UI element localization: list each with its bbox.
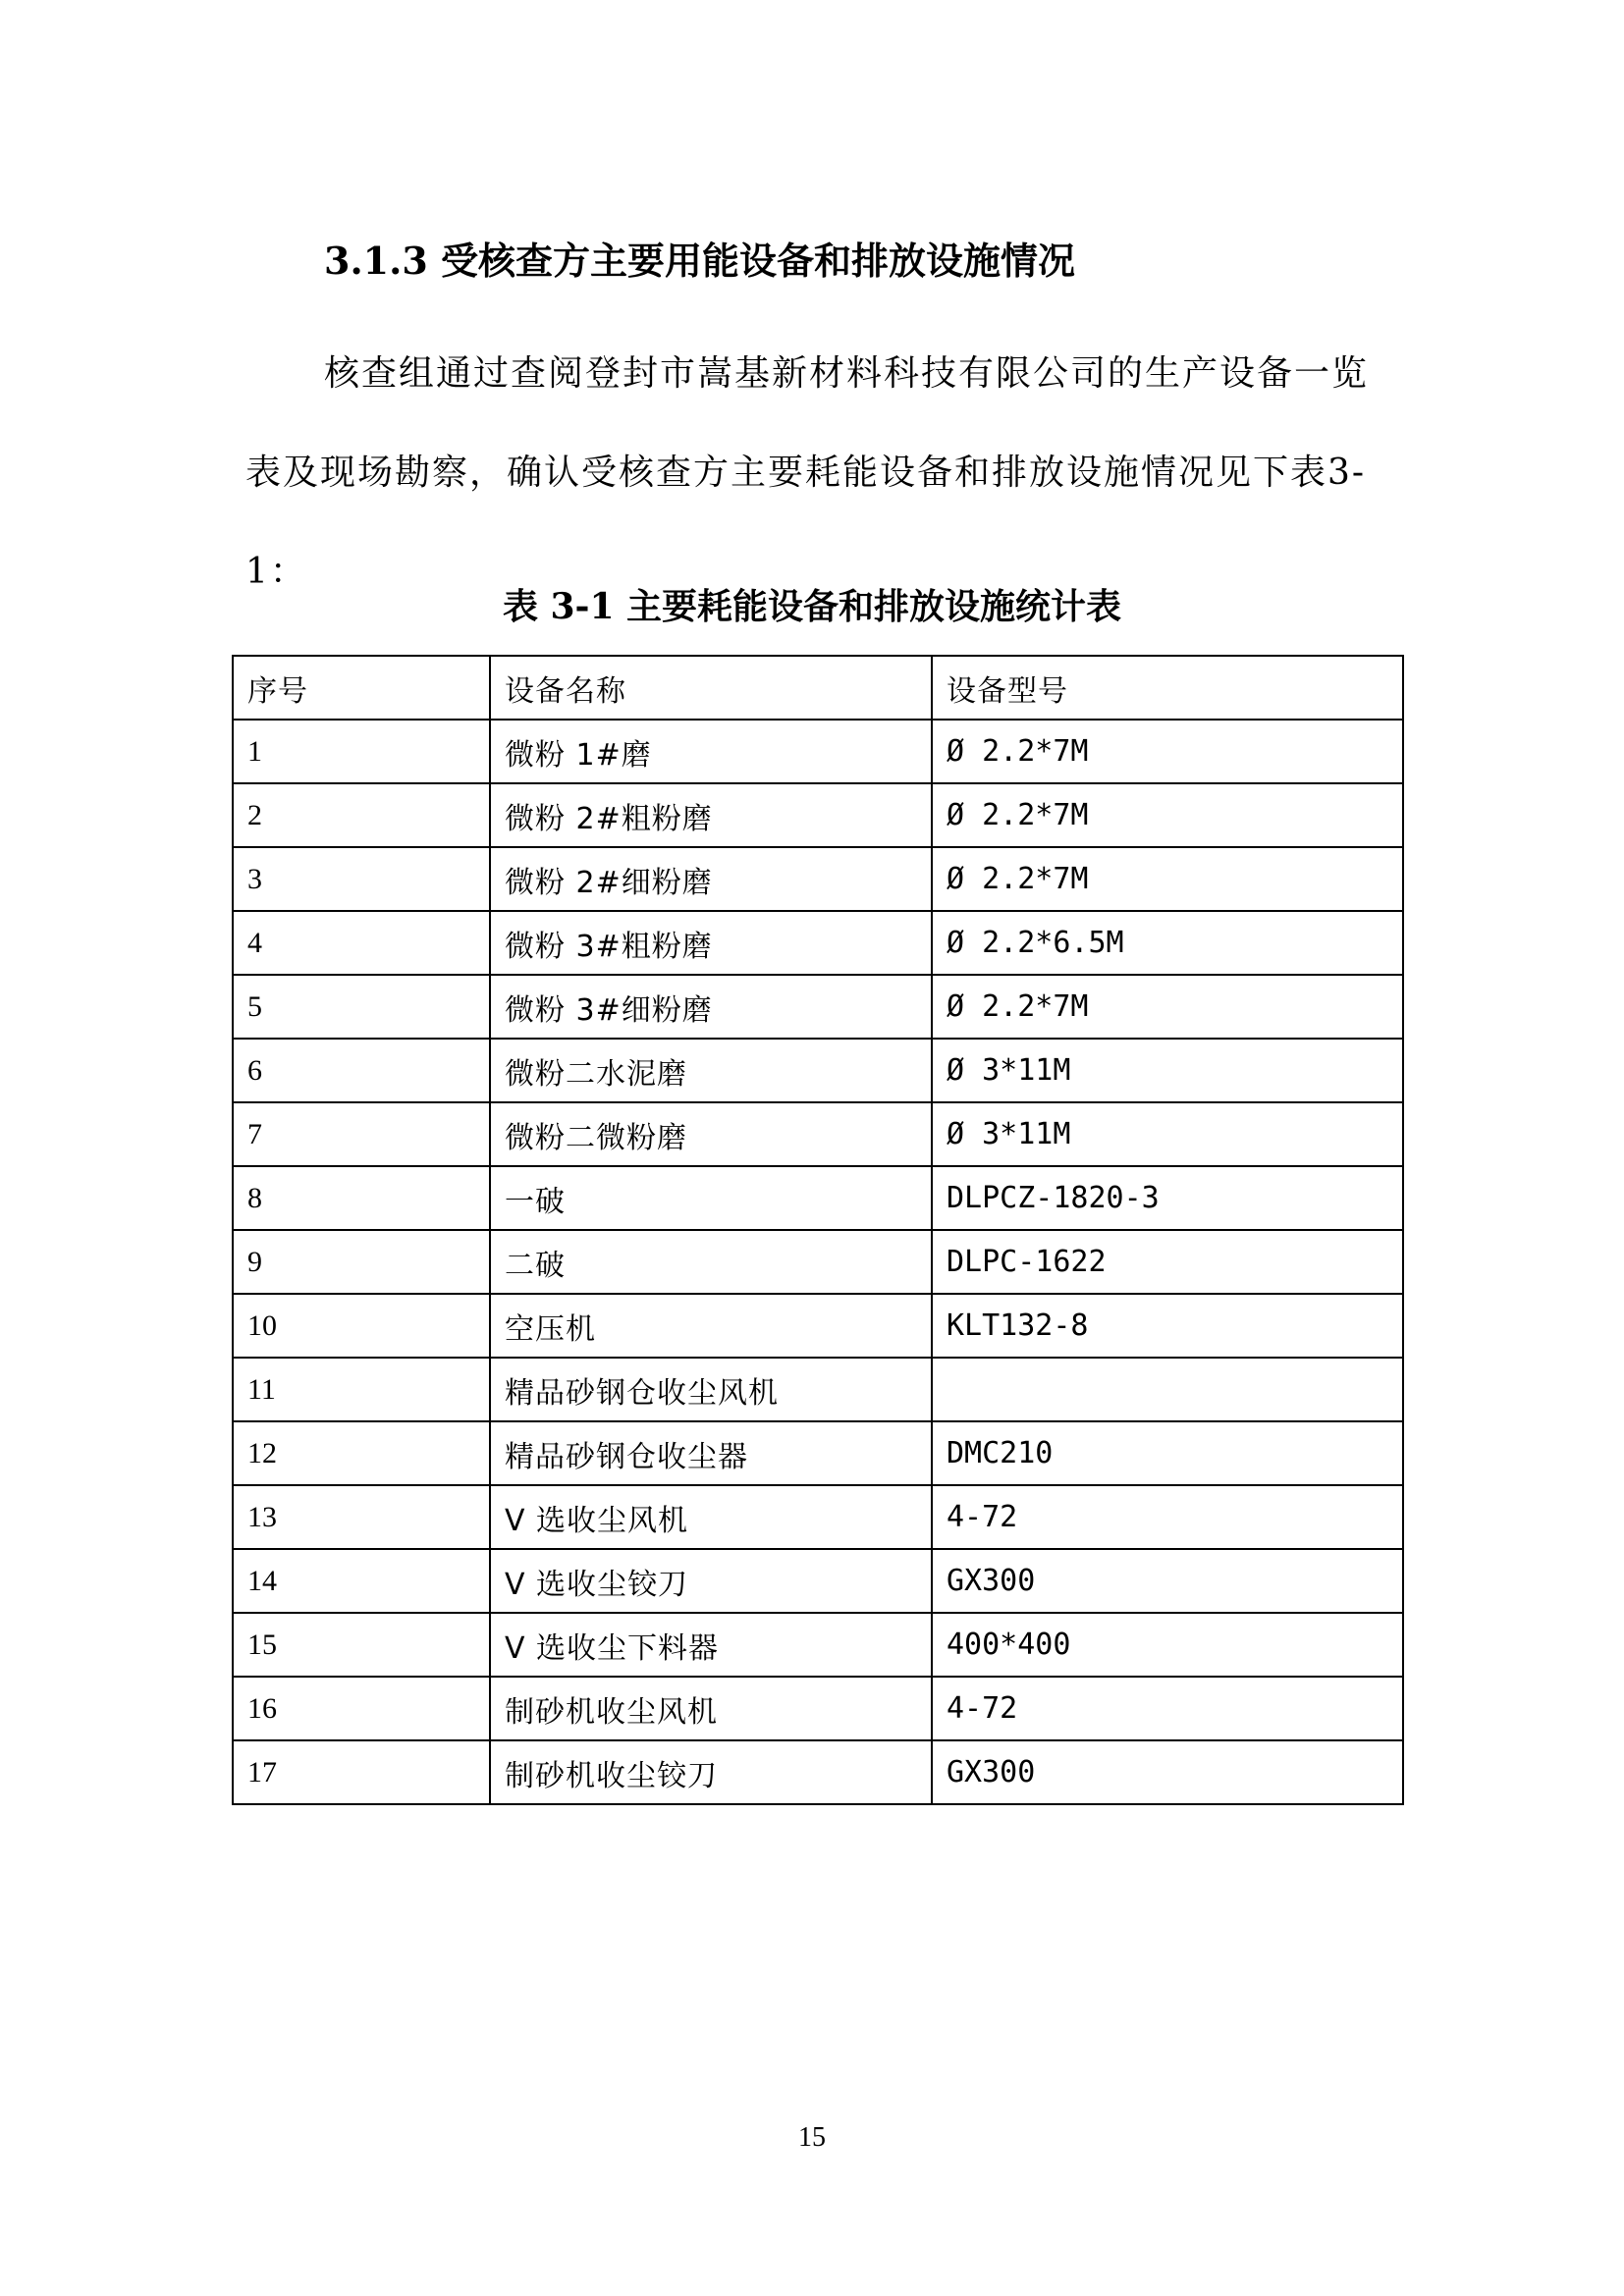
intro-paragraph: 核查组通过查阅登封市嵩基新材料科技有限公司的生产设备一览表及现场勘察，确认受核查方主要耗能设备和排放设施情况见下表3-1：	[245, 353, 1370, 592]
cell-model: DLPC-1622	[932, 1230, 1403, 1294]
cell-model: Ø 2.2*7M	[932, 720, 1403, 783]
cell-name: 制砂机收尘风机	[490, 1677, 932, 1740]
cell-model: Ø 2.2*7M	[932, 783, 1403, 847]
cell-model: GX300	[932, 1740, 1403, 1804]
cell-model: DMC210	[932, 1421, 1403, 1485]
cell-index: 4	[233, 911, 490, 975]
cell-model: GX300	[932, 1549, 1403, 1613]
cell-name: 微粉 3#粗粉磨	[490, 911, 932, 975]
table-row	[233, 1230, 1403, 1294]
cell-model: DLPCZ-1820-3	[932, 1166, 1403, 1230]
cell-name: 微粉二微粉磨	[490, 1102, 932, 1166]
cell-index: 11	[233, 1358, 490, 1421]
table-row	[233, 1294, 1403, 1358]
cell-index: 6	[233, 1039, 490, 1102]
cell-name: V 选收尘铰刀	[490, 1549, 932, 1613]
table-row	[233, 1166, 1403, 1230]
table-row	[233, 783, 1403, 847]
cell-name: 精品砂钢仓收尘器	[490, 1421, 932, 1485]
table-row	[233, 847, 1403, 911]
cell-index: 16	[233, 1677, 490, 1740]
cell-index: 7	[233, 1102, 490, 1166]
table-row	[233, 975, 1403, 1039]
table-row	[233, 1421, 1403, 1485]
cell-index: 10	[233, 1294, 490, 1358]
table-row	[233, 1677, 1403, 1740]
cell-index: 9	[233, 1230, 490, 1294]
header-cell-name: 设备名称	[490, 656, 932, 720]
cell-index: 8	[233, 1166, 490, 1230]
cell-name: 微粉二水泥磨	[490, 1039, 932, 1102]
cell-model: Ø 2.2*6.5M	[932, 911, 1403, 975]
header-cell-index: 序号	[233, 656, 490, 720]
cell-index: 14	[233, 1549, 490, 1613]
table-row	[233, 1039, 1403, 1102]
cell-model: 4-72	[932, 1485, 1403, 1549]
cell-model	[932, 1358, 1403, 1421]
cell-model: 400*400	[932, 1613, 1403, 1677]
cell-name: 精品砂钢仓收尘风机	[490, 1358, 932, 1421]
cell-model: Ø 3*11M	[932, 1039, 1403, 1102]
cell-name: V 选收尘风机	[490, 1485, 932, 1549]
cell-model: Ø 3*11M	[932, 1102, 1403, 1166]
table-row	[233, 911, 1403, 975]
cell-name: V 选收尘下料器	[490, 1613, 932, 1677]
table-row	[233, 1102, 1403, 1166]
cell-model: Ø 2.2*7M	[932, 975, 1403, 1039]
cell-model: KLT132-8	[932, 1294, 1403, 1358]
table-row	[233, 720, 1403, 783]
cell-name: 空压机	[490, 1294, 932, 1358]
cell-name: 制砂机收尘铰刀	[490, 1740, 932, 1804]
cell-name: 微粉 2#粗粉磨	[490, 783, 932, 847]
table-row	[233, 1549, 1403, 1613]
cell-name: 二破	[490, 1230, 932, 1294]
cell-name: 微粉 1#磨	[490, 720, 932, 783]
cell-index: 12	[233, 1421, 490, 1485]
table-header-row	[233, 656, 1403, 720]
table-row	[233, 1613, 1403, 1677]
table-row	[233, 1740, 1403, 1804]
cell-model: 4-72	[932, 1677, 1403, 1740]
table-row	[233, 1485, 1403, 1549]
cell-index: 5	[233, 975, 490, 1039]
table-caption: 表 3-1 主要耗能设备和排放设施统计表	[502, 586, 1122, 627]
cell-index: 2	[233, 783, 490, 847]
cell-index: 17	[233, 1740, 490, 1804]
equipment-table	[232, 655, 1404, 1805]
section-heading: 3.1.3 受核查方主要用能设备和排放设施情况	[324, 239, 1076, 283]
table-row	[233, 1358, 1403, 1421]
page-number: 15	[798, 2122, 826, 2153]
cell-index: 15	[233, 1613, 490, 1677]
cell-index: 1	[233, 720, 490, 783]
cell-model: Ø 2.2*7M	[932, 847, 1403, 911]
cell-index: 13	[233, 1485, 490, 1549]
cell-name: 一破	[490, 1166, 932, 1230]
cell-index: 3	[233, 847, 490, 911]
cell-name: 微粉 3#细粉磨	[490, 975, 932, 1039]
header-cell-model: 设备型号	[932, 656, 1403, 720]
cell-name: 微粉 2#细粉磨	[490, 847, 932, 911]
